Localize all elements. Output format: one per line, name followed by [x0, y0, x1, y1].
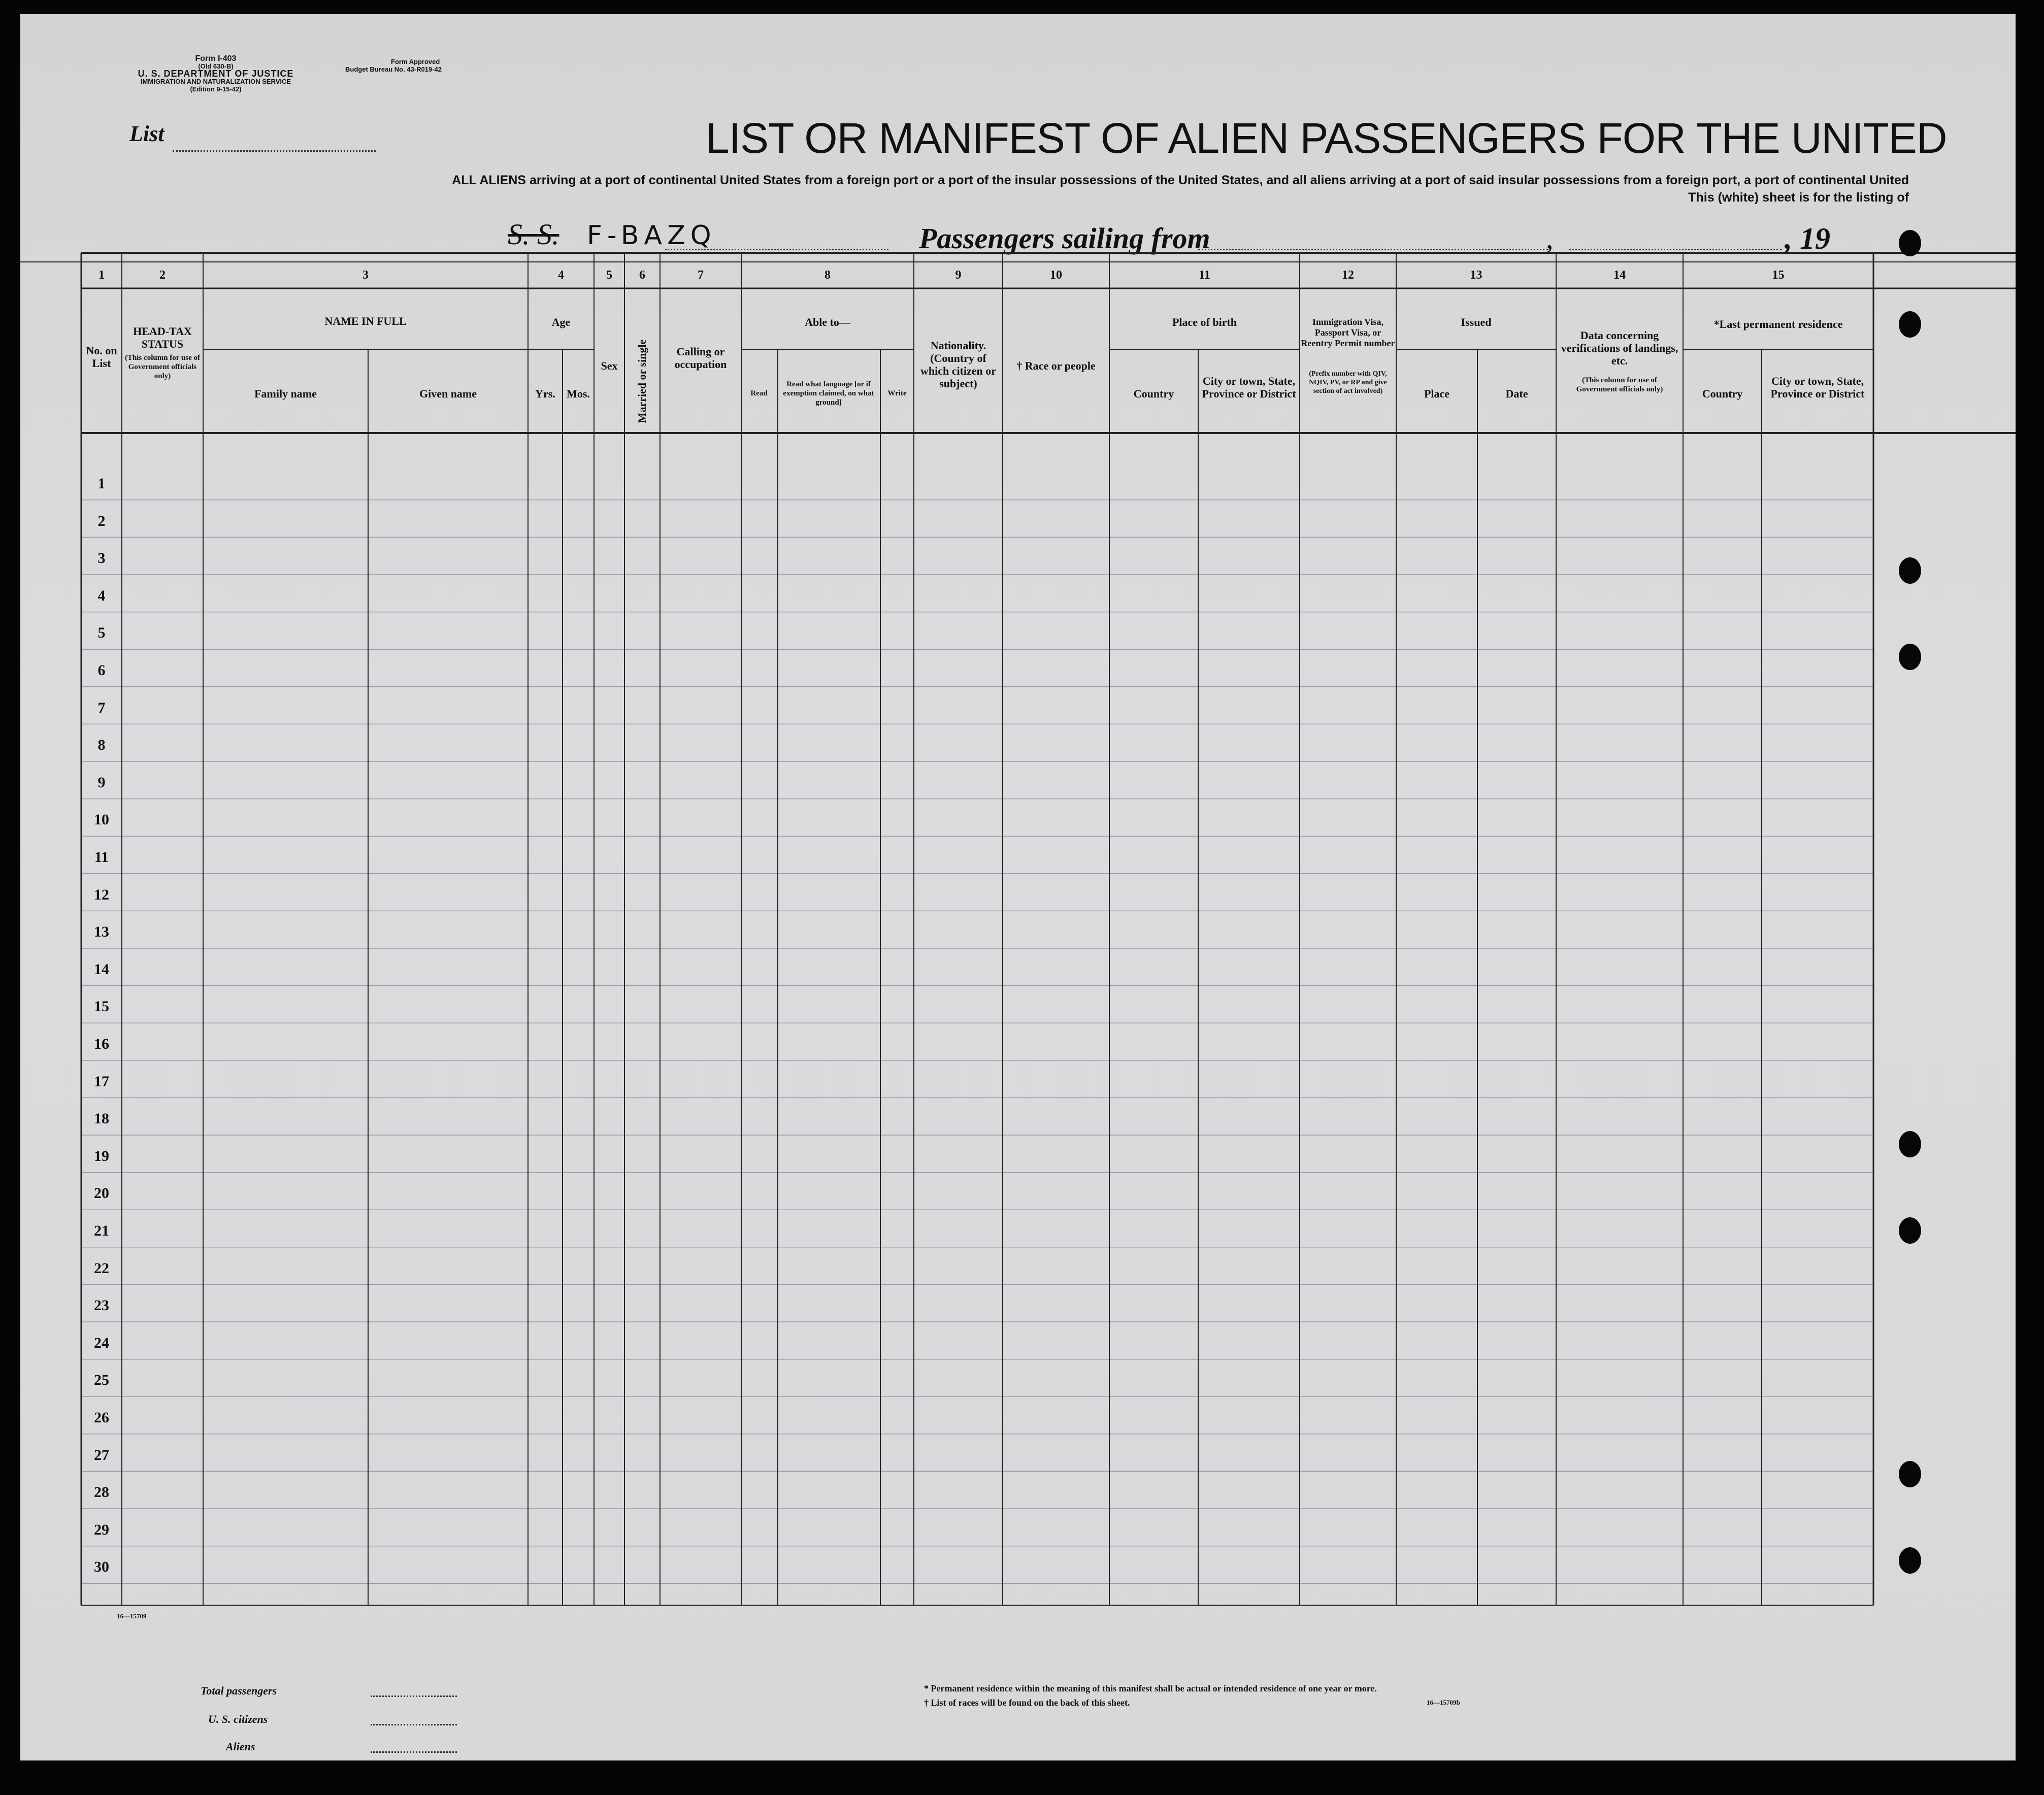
aliens-label: Aliens [226, 1740, 255, 1753]
row-number: 9 [97, 774, 106, 791]
col-number-1: 1 [98, 269, 105, 282]
punch-hole [1899, 1461, 1921, 1487]
header-read: Read [750, 389, 768, 397]
header-visa-note: (Prefix number with QIV, NQIV, PV, or RP and give section of act involved) [1309, 370, 1387, 395]
header-age: Age [551, 316, 571, 328]
header-residence-city: City or town, State, Province or District [1770, 375, 1865, 400]
col-number-2: 2 [159, 269, 166, 282]
row-lines [20, 253, 2016, 1605]
header-race: † Race or people [1016, 359, 1096, 372]
footnote-races: † List of races will be found on the back of this sheet. [924, 1698, 1130, 1708]
header-place-of-birth: Place of birth [1172, 316, 1237, 328]
row-number: 30 [94, 1558, 109, 1576]
comma-separator: , [1546, 222, 1554, 255]
row-number: 2 [97, 512, 106, 529]
header-data-landings: Data concerning verifications of landings, etc. [1561, 329, 1678, 367]
header-issued: Issued [1461, 316, 1492, 328]
list-label: List [129, 121, 164, 146]
header-residence-country: Country [1702, 387, 1743, 400]
punch-hole [1899, 230, 1921, 256]
row-number: 16 [94, 1036, 109, 1052]
print-code: 16—15709 [117, 1612, 147, 1620]
row-number: 7 [97, 699, 106, 716]
year-prefix-value: 19 [1800, 222, 1830, 255]
column-lines [81, 253, 1873, 1605]
col-number-8: 8 [825, 269, 831, 282]
row-number: 15 [94, 998, 109, 1015]
col-number-3: 3 [362, 269, 369, 282]
footnote-code: 16—15709b [1427, 1699, 1460, 1706]
header-read-language: Read what language [or if exemption claimed, on what ground] [783, 380, 874, 407]
col-number-7: 7 [698, 269, 704, 282]
row-number: 14 [94, 960, 109, 978]
row-number: 10 [94, 811, 109, 828]
header-calling: Calling or occupation [674, 345, 727, 371]
header-last-residence: *Last permanent residence [1713, 318, 1843, 330]
col-number-14: 14 [1613, 269, 1626, 282]
header-sex: Sex [601, 359, 618, 372]
budget-number: Budget Bureau No. 43-R019-42 [345, 65, 442, 73]
header-issued-place: Place [1424, 387, 1450, 400]
col-number-11: 11 [1199, 269, 1210, 282]
header-name-in-full: NAME IN FULL [324, 315, 407, 327]
row-number: 11 [94, 849, 109, 866]
row-number: 22 [94, 1259, 109, 1277]
header-no-on-list: No. on List [86, 344, 117, 370]
vessel-prefix: S. S. [508, 218, 559, 251]
row-number: 26 [94, 1409, 109, 1426]
header-issued-date: Date [1505, 387, 1528, 400]
row-number: 1 [97, 475, 106, 492]
row-number: 6 [97, 662, 106, 679]
row-number: 24 [94, 1334, 109, 1351]
col-number-10: 10 [1050, 269, 1062, 282]
header-married-or-single: Married or single [636, 339, 648, 423]
col-number-5: 5 [606, 269, 612, 282]
vessel-name-handwritten: F-BAZQ [587, 220, 716, 251]
header-family-name: Family name [254, 387, 317, 400]
header-years: Yrs. [535, 387, 555, 400]
punch-hole [1899, 557, 1921, 584]
header-birth-city: City or town, State, Province or District [1202, 375, 1296, 400]
col-number-4: 4 [558, 269, 564, 282]
us-citizens-field[interactable] [371, 1724, 457, 1725]
row-number: 28 [94, 1484, 109, 1501]
sailing-from-label: Passengers sailing from [919, 222, 1210, 255]
aliens-field[interactable] [371, 1751, 457, 1753]
header-write: Write [887, 389, 907, 397]
header-data-note: (This column for use of Government officials only) [1576, 376, 1663, 393]
row-number: 21 [94, 1222, 109, 1239]
row-number: 3 [97, 550, 106, 567]
header-head-tax-note: (This column for use of Government officials only) [124, 354, 201, 380]
year-prefix: , 19 [1785, 222, 1830, 255]
punch-hole [1899, 311, 1921, 338]
footnote-residence: * Permanent residence within the meaning of this manifest shall be actual or intended residence of one year or more. [924, 1683, 1377, 1693]
punch-hole [1899, 644, 1921, 670]
row-number: 25 [94, 1372, 109, 1389]
row-number: 20 [94, 1185, 109, 1202]
old-form-number: (Old 630-B) [198, 62, 234, 70]
col-number-9: 9 [955, 269, 962, 282]
row-number: 17 [94, 1073, 109, 1090]
punch-hole [1899, 1217, 1921, 1244]
header-head-tax: HEAD-TAX STATUS [133, 325, 192, 350]
edition: (Edition 9-15-42) [190, 85, 242, 93]
row-number: 29 [94, 1521, 109, 1538]
row-number: 23 [94, 1297, 109, 1314]
service-name: IMMIGRATION AND NATURALIZATION SERVICE [140, 78, 291, 85]
header-able-to: Able to— [805, 316, 850, 328]
col-number-6: 6 [639, 269, 645, 282]
us-citizens-label: U. S. citizens [208, 1713, 268, 1725]
row-number: 12 [94, 886, 109, 903]
header-nationality: Nationality. (Country of which citizen or subject) [920, 339, 997, 390]
total-passengers-field[interactable] [371, 1696, 457, 1697]
page-title: LIST OR MANIFEST OF ALIEN PASSENGERS FOR THE UNITED [706, 114, 1947, 162]
manifest-sheet [20, 14, 2016, 1760]
form-approved: Form Approved [391, 58, 440, 65]
row-number: 19 [94, 1147, 109, 1165]
header-months: Mos. [567, 387, 590, 400]
form-number: Form I-403 [195, 54, 237, 63]
row-number: 4 [97, 587, 106, 604]
subtitle-line-2: This (white) sheet is for the listing of [1688, 190, 1909, 205]
col-number-12: 12 [1342, 269, 1354, 282]
header-visa: Immigration Visa, Passport Visa, or Reentry Permit number [1301, 317, 1395, 348]
punch-hole [1899, 1131, 1921, 1157]
col-number-13: 13 [1470, 269, 1482, 282]
col-number-15: 15 [1772, 269, 1785, 282]
total-passengers-label: Total passengers [201, 1684, 277, 1697]
row-number: 5 [97, 624, 106, 642]
row-number: 18 [94, 1110, 109, 1127]
header-given-name: Given name [419, 387, 477, 400]
row-number: 27 [94, 1446, 109, 1464]
header-birth-country: Country [1133, 387, 1174, 400]
department-name: U. S. DEPARTMENT OF JUSTICE [138, 69, 294, 79]
row-number: 13 [94, 923, 109, 941]
subtitle-line-1: ALL ALIENS arriving at a port of continental United States from a foreign port or a port of the insular possessions of the United States, and all aliens arriving at a port of said insular possessions from a foreign port, a port of continental United [452, 173, 1909, 187]
row-number: 8 [97, 737, 106, 754]
punch-hole [1899, 1547, 1921, 1574]
